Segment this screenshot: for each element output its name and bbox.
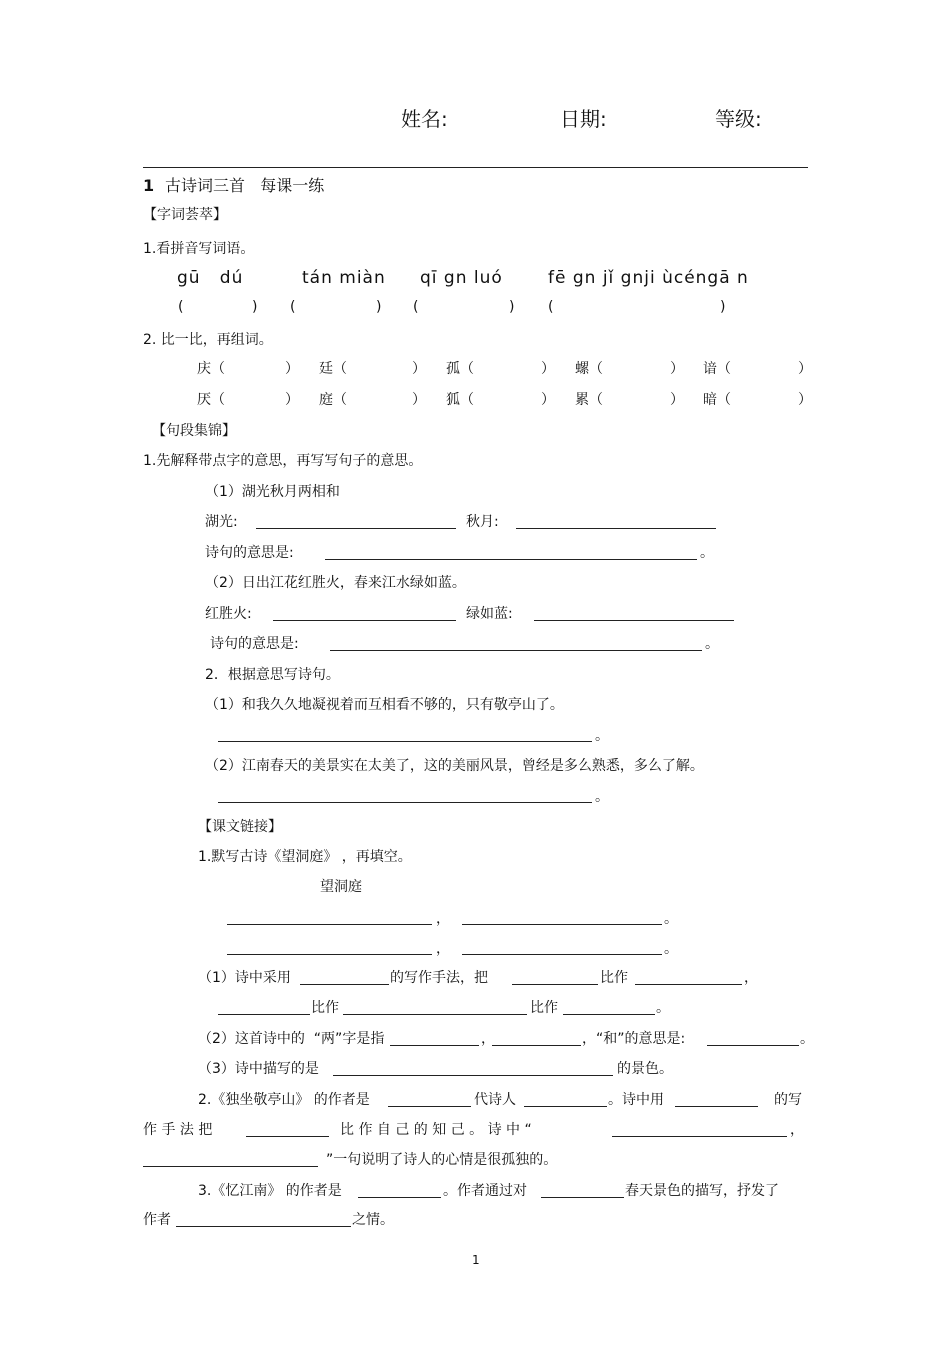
- name-label: 姓名:: [401, 107, 448, 131]
- pinyin-1: gū dú: [177, 268, 244, 288]
- bracket-close-4: ): [720, 299, 726, 315]
- comma: ，: [436, 941, 450, 957]
- label-qiuyue: 秋月:: [466, 514, 499, 530]
- answer-line[interactable]: [462, 954, 662, 955]
- question-write-poem: 2．根据意思写诗句。: [205, 667, 340, 683]
- q3-part-e: 之情。: [352, 1212, 394, 1228]
- label-meaning-1: 诗句的意思是:: [205, 545, 294, 561]
- question-explain: 1.先解释带点字的意思，再写写句子的意思。: [143, 453, 423, 469]
- period: 。: [664, 941, 678, 957]
- q2-part-g: ，: [790, 1122, 804, 1138]
- section-heading-links: 【课文链接】: [198, 819, 282, 835]
- compare-close: ）: [412, 392, 426, 408]
- period: 。: [595, 728, 609, 744]
- period: 。: [664, 911, 678, 927]
- pinyin-4: fē gn jǐ gnji ùcéngā n: [548, 268, 749, 288]
- compare-char: 孤（: [446, 361, 474, 377]
- compare-close: ）: [670, 361, 684, 377]
- answer-line[interactable]: [388, 1106, 471, 1107]
- answer-line[interactable]: [300, 984, 389, 985]
- answer-line[interactable]: [358, 1197, 441, 1198]
- lesson-number: 1: [143, 176, 155, 195]
- answer-line[interactable]: [563, 1014, 655, 1015]
- question-dictation: 1.默写古诗《望洞庭》 ，再填空。: [198, 849, 412, 865]
- compare-close: ）: [412, 361, 426, 377]
- poem-line-1: （1）湖光秋月两相和: [205, 484, 340, 500]
- answer-line[interactable]: [333, 1075, 613, 1076]
- compare-close: ）: [541, 361, 555, 377]
- grade-label: 等级:: [715, 107, 762, 131]
- compare-char: 廷（: [319, 361, 347, 377]
- q3-part-b: 。作者通过对: [443, 1183, 527, 1199]
- compare-close: ）: [541, 392, 555, 408]
- fill-3a: （3）诗中描写的是: [198, 1061, 319, 1077]
- fill-1g: 。: [656, 1000, 670, 1016]
- answer-line[interactable]: [492, 1045, 581, 1046]
- compare-char: 庆（: [197, 361, 225, 377]
- period: 。: [705, 636, 719, 652]
- answer-line[interactable]: [227, 924, 432, 925]
- answer-line[interactable]: [143, 1166, 318, 1167]
- section-heading-sentences: 【句段集锦】: [152, 423, 236, 439]
- poem-title: 望洞庭: [320, 879, 362, 895]
- fill-1f: 比作: [530, 1000, 558, 1016]
- fill-1c: 比作: [600, 970, 628, 986]
- compare-close: ）: [285, 392, 299, 408]
- compare-char: 暗（: [703, 392, 731, 408]
- fill-3b: 的景色。: [617, 1061, 673, 1077]
- compare-char: 累（: [575, 392, 603, 408]
- question-compare: 2. 比一比，再组词。: [143, 332, 273, 348]
- q2-part-a: 2.《独坐敬亭山》 的作者是: [198, 1092, 370, 1108]
- bracket-open-3: (: [413, 299, 419, 315]
- compare-close: ）: [285, 361, 299, 377]
- answer-line[interactable]: [218, 1014, 310, 1015]
- compare-close: ）: [798, 392, 812, 408]
- pinyin-2: tán miàn: [302, 268, 386, 288]
- answer-line[interactable]: [541, 1197, 624, 1198]
- prompt-2: （2）江南春天的美景实在太美了，这的美丽风景，曾经是多么熟悉，多么了解。: [205, 758, 704, 774]
- answer-line[interactable]: [227, 954, 432, 955]
- fill-1d: ，: [744, 970, 758, 986]
- answer-line[interactable]: [256, 528, 456, 529]
- prompt-1: （1）和我久久地凝视着而互相看不够的，只有敬亭山了。: [205, 697, 564, 713]
- answer-line[interactable]: [330, 650, 702, 651]
- compare-char: 谙（: [703, 361, 731, 377]
- bracket-close-3: ): [509, 299, 515, 315]
- fill-2b: ，: [481, 1031, 495, 1047]
- answer-line[interactable]: [176, 1226, 351, 1227]
- answer-line[interactable]: [635, 984, 742, 985]
- q2-part-h: ”一句说明了诗人的心情是很孤独的。: [326, 1152, 558, 1168]
- answer-line[interactable]: [246, 1136, 329, 1137]
- q2-part-e: 作 手 法 把: [143, 1122, 213, 1138]
- bracket-open-2: (: [290, 299, 296, 315]
- label-meaning-2: 诗句的意思是:: [210, 636, 299, 652]
- fill-1a: （1）诗中采用: [198, 970, 291, 986]
- compare-close: ）: [798, 361, 812, 377]
- answer-line[interactable]: [512, 984, 598, 985]
- comma: ，: [436, 911, 450, 927]
- answer-line[interactable]: [516, 528, 716, 529]
- answer-line[interactable]: [675, 1106, 758, 1107]
- page-number: 1: [472, 1253, 480, 1267]
- header-rule: [143, 167, 808, 168]
- bracket-open-4: (: [548, 299, 554, 315]
- answer-line[interactable]: [218, 802, 592, 803]
- q3-part-c: 春天景色的描写，抒发了: [625, 1183, 779, 1199]
- answer-line[interactable]: [390, 1045, 479, 1046]
- compare-char: 厌（: [197, 392, 225, 408]
- fill-2d: 。: [800, 1031, 814, 1047]
- q2-part-d: 的写: [774, 1092, 802, 1108]
- answer-line[interactable]: [524, 1106, 607, 1107]
- answer-line[interactable]: [707, 1045, 799, 1046]
- period: 。: [595, 789, 609, 805]
- compare-char: 螺（: [575, 361, 603, 377]
- bracket-close-2: ): [376, 299, 382, 315]
- fill-1e: 比作: [311, 1000, 339, 1016]
- answer-line[interactable]: [325, 559, 697, 560]
- q2-part-c: 。诗中用: [608, 1092, 664, 1108]
- question-pinyin: 1.看拼音写词语。: [143, 241, 255, 257]
- answer-line[interactable]: [534, 620, 734, 621]
- q2-part-f: 比 作 自 己 的 知 己 。 诗 中 “: [340, 1122, 532, 1138]
- compare-char: 狐（: [446, 392, 474, 408]
- q2-part-b: 代诗人: [474, 1092, 516, 1108]
- answer-line[interactable]: [612, 1136, 787, 1137]
- answer-line[interactable]: [218, 741, 592, 742]
- q3-part-d: 作者: [143, 1212, 171, 1228]
- fill-2c: ，“和”的意思是:: [582, 1031, 686, 1047]
- q3-part-a: 3.《忆江南》 的作者是: [198, 1183, 342, 1199]
- compare-close: ）: [670, 392, 684, 408]
- date-label: 日期:: [560, 107, 607, 131]
- label-lvrulan: 绿如蓝:: [466, 606, 513, 622]
- lesson-title: 古诗词三首 每课一练: [165, 176, 325, 195]
- compare-char: 庭（: [319, 392, 347, 408]
- answer-line[interactable]: [343, 1014, 527, 1015]
- bracket-open-1: (: [178, 299, 184, 315]
- fill-1b: 的写作手法，把: [390, 970, 488, 986]
- poem-line-2: （2）日出江花红胜火，春来江水绿如蓝。: [205, 575, 466, 591]
- label-huguang: 湖光:: [205, 514, 238, 530]
- answer-line[interactable]: [462, 924, 662, 925]
- pinyin-3: qī gn luó: [420, 268, 503, 288]
- fill-2a: （2）这首诗中的 “两”字是指: [198, 1031, 385, 1047]
- period: 。: [700, 545, 714, 561]
- answer-line[interactable]: [273, 620, 456, 621]
- label-hongshenghuo: 红胜火:: [205, 606, 252, 622]
- section-heading-words: 【字词荟萃】: [143, 207, 227, 223]
- bracket-close-1: ): [252, 299, 258, 315]
